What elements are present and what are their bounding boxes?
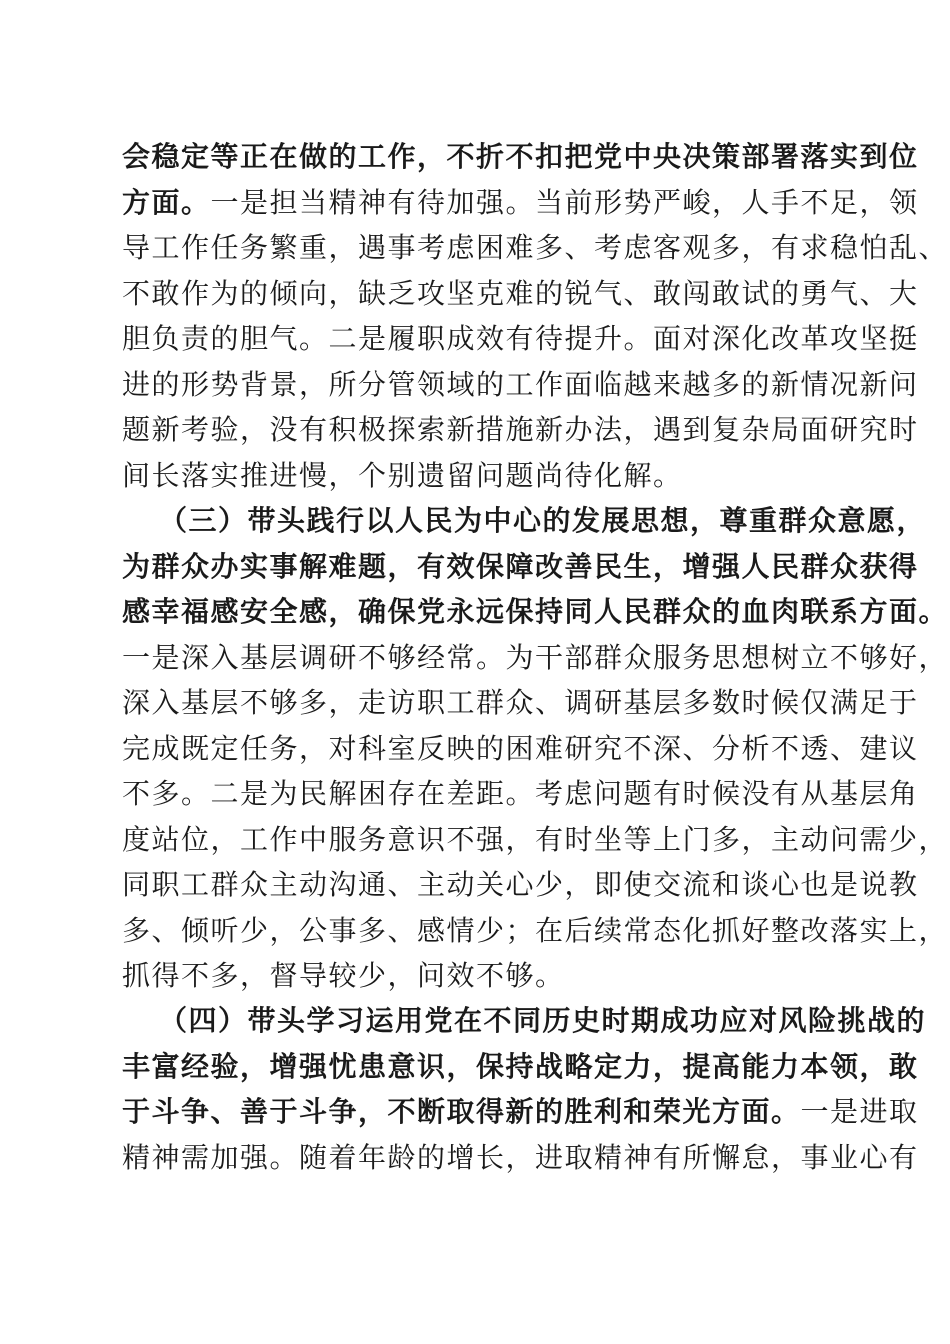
text-line: 丰富经验，增强忧患意识，保持战略定力，提高能力本领，敢 — [122, 1049, 919, 1083]
section-heading-line: （三）带头践行以人民为中心的发展思想，尊重群众意愿， — [159, 504, 927, 537]
text-line: 感幸福感安全感，确保党永远保持同人民群众的血肉联系方面。 — [122, 595, 949, 628]
text-line — [122, 1089, 919, 1135]
text-line: 胆负责的胆气。二是履职成效有待提升。面对深化改革攻坚挺 — [122, 322, 919, 355]
text-line: 多、倾听少，公事多、感情少；在后续常态化抓好整改落实上， — [122, 913, 949, 947]
text-line: 间长落实推进慢，个别遗留问题尚待化解。 — [122, 458, 683, 492]
text-line: 题新考验，没有积极探索新措施新办法，遇到复杂局面研究时 — [122, 413, 919, 446]
text-line: 为群众办实事解难题，有效保障改善民生，增强人民群众获得 — [122, 549, 919, 583]
paragraph-block-2 — [122, 498, 949, 999]
text-line: 进的形势背景，所分管领域的工作面临越来越多的新情况新问 — [122, 367, 919, 401]
text-line: 会稳定等正在做的工作，不折不扣把党中央决策部署落实到位 — [122, 140, 919, 173]
text-line: 完成既定任务，对科室反映的困难研究不深、分析不透、建议 — [122, 731, 919, 765]
text-line: 抓得不多，督导较少，问效不够。 — [122, 959, 565, 992]
text-line-rest: 一是担当精神有待加强。当前形势严峻，人手不足，领 — [210, 185, 919, 219]
text-line-bold-part: 方面。 — [122, 185, 211, 219]
text-line: 不多。二是为民解困存在差距。考虑问题有时候没有从基层角 — [122, 777, 919, 810]
text-line — [122, 180, 919, 226]
text-line: 导工作任务繁重，遇事考虑困难多、考虑客观多，有求稳怕乱、 — [122, 231, 949, 264]
text-line-rest: 一是进取 — [800, 1095, 919, 1128]
section-heading-line: （四）带头学习运用党在不同历史时期成功应对风险挑战的 — [159, 1004, 927, 1037]
text-line: 一是深入基层调研不够经常。为干部群众服务思想树立不够好， — [122, 640, 949, 674]
text-line: 度站位，工作中服务意识不强，有时坐等上门多，主动问需少， — [122, 822, 949, 856]
paragraph-block-1 — [122, 134, 949, 498]
text-line-bold-part: 于斗争、善于斗争，不断取得新的胜利和荣光方面。 — [122, 1095, 801, 1128]
paragraph-block-3 — [122, 998, 927, 1180]
text-line: 同职工群众主动沟通、主动关心少，即使交流和谈心也是说教 — [122, 868, 919, 901]
text-line: 不敢作为的倾向，缺乏攻坚克难的锐气、敢闯敢试的勇气、大 — [122, 276, 919, 310]
text-line: 精神需加强。随着年龄的增长，进取精神有所懈怠，事业心有 — [122, 1140, 919, 1174]
text-line: 深入基层不够多，走访职工群众、调研基层多数时候仅满足于 — [122, 686, 919, 719]
